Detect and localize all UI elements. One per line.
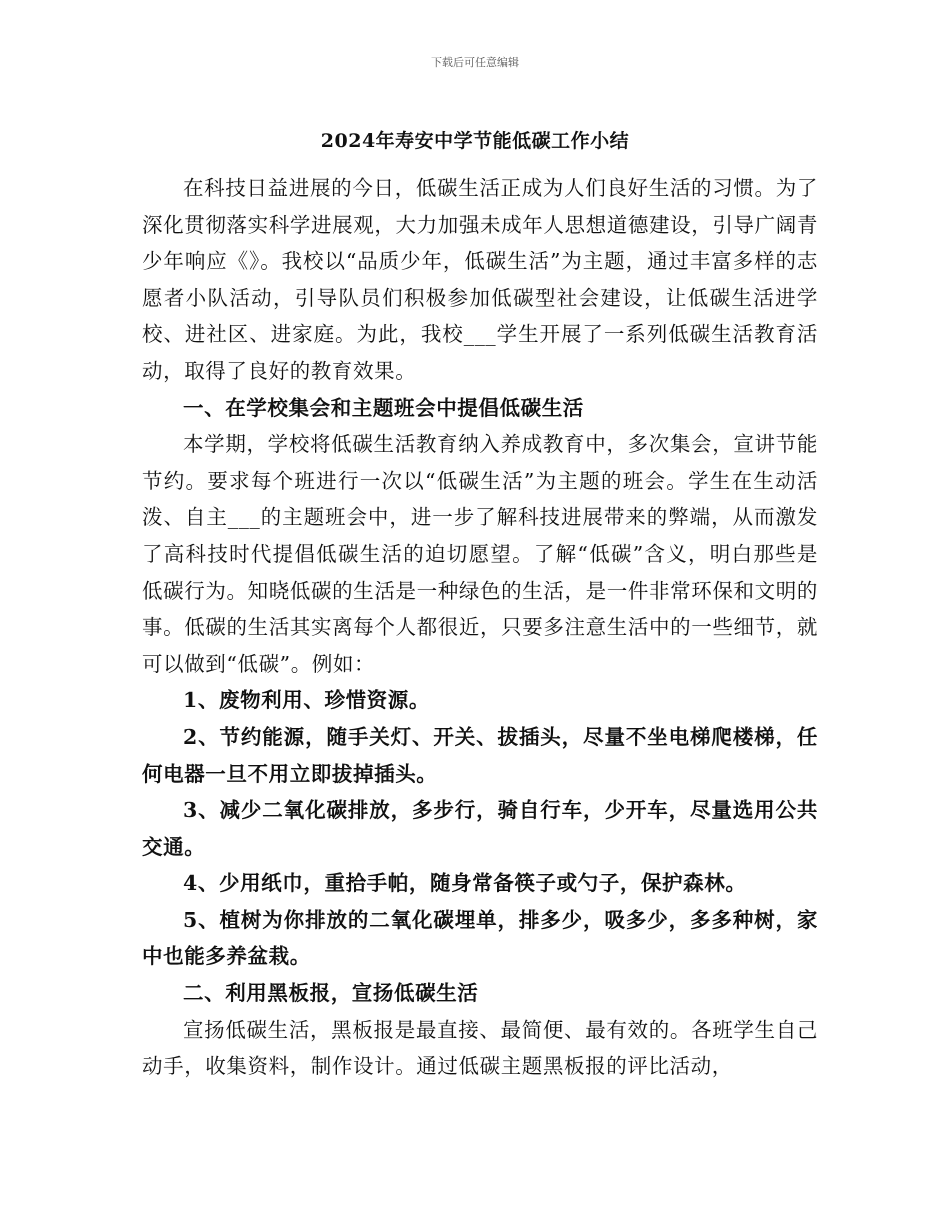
document-body — [142, 170, 818, 1085]
intro-paragraph: 在科技日益进展的今日，低碳生活正成为人们良好生活的习惯。为了深化贯彻落实科学进展观，大力加强未成年人思想道德建设，引导广阔青少年响应《》。我校以“品质少年，低碳生活”为主题，通过丰富多样的志愿者小队活动，引导队员们积极参加低碳型社会建设，让低碳生活进学校、进社区、进家庭。为此，我校___学生开展了一系列低碳生活教育活动，取得了良好的教育效果。 — [142, 176, 818, 383]
list-item-5: 5、植树为你排放的二氧化碳埋单，排多少，吸多少，多多种树，家中也能多养盆栽。 — [142, 907, 818, 969]
section-2-paragraph: 宣扬低碳生活，黑板报是最直接、最简便、最有效的。各班学生自己动手，收集资料，制作设计。通过低碳主题黑板报的评比活动， — [142, 1017, 818, 1079]
section-heading-2: 二、利用黑板报，宣扬低碳生活 — [183, 981, 479, 1006]
section-1-paragraph: 本学期，学校将低碳生活教育纳入养成教育中，多次集会，宣讲节能节约。要求每个班进行一次以“低碳生活”为主题的班会。学生在生动活泼、自主___的主题班会中，进一步了解科技进展带来的弊端，从而激发了高科技时代提倡低碳生活的迫切愿望。了解“低碳”含义，明白那些是低碳行为。知晓低碳的生活是一种绿色的生活，是一件非常环保和文明的事。低碳的生活其实离每个人都很近，只要多注意生活中的一些细节，就可以做到“低碳”。例如： — [142, 432, 818, 676]
list-item-1: 1、废物利用、珍惜资源。 — [183, 688, 430, 713]
document-title: 2024年寿安中学节能低碳工作小结 — [320, 130, 630, 152]
list-item-4: 4、少用纸巾，重拾手帕，随身常备筷子或勺子，保护森林。 — [183, 871, 747, 896]
list-item-3: 3、减少二氧化碳排放，多步行，骑自行车，少开车，尽量选用公共交通。 — [142, 798, 818, 859]
list-item-2: 2、节约能源，随手关灯、开关、拔插头，尽量不坐电梯爬楼梯，任何电器一旦不用立即拔掉插头。 — [142, 724, 818, 786]
header-note: 下载后可任意编辑 — [431, 56, 519, 69]
section-heading-1: 一、在学校集会和主题班会中提倡低碳生活 — [183, 395, 584, 420]
